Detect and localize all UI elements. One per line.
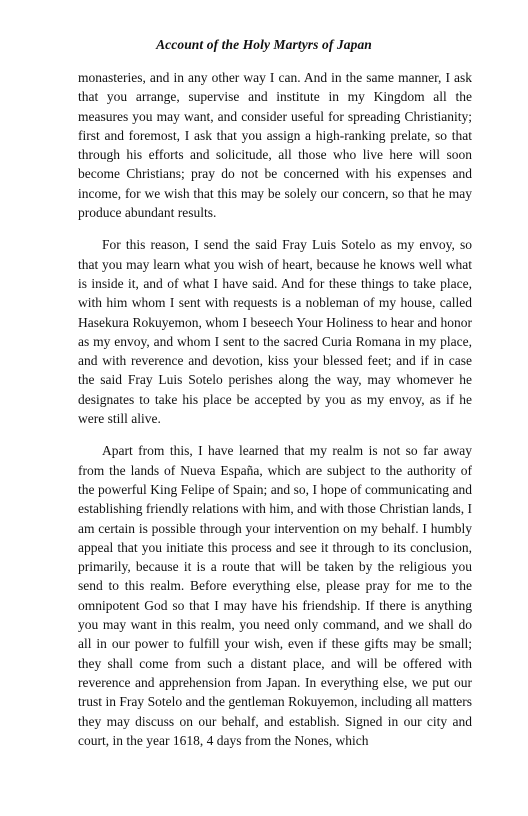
paragraph-envoy: For this reason, I send the said Fray Luis Sotelo as my envoy, so that you may learn what you wish of heart, because he knows well what is inside it, and of what I have said. And for these things to take place, with him whom I sent with requests is a nobleman of my house, called Hasekura Rokuyemon, whom I beseech Your Holiness to hear and honor as my envoy, and whom I sent to the sacred Curia Romana in my place, and with reverence and devotion, kiss your blessed feet; and if in case the said Fray Luis Sotelo perishes along the way, may whomever he designates to take his place be accepted by you as my envoy, as if he were still alive.: [78, 237, 472, 427]
running-head-title: Account of the Holy Martyrs of Japan: [156, 37, 372, 52]
body-text: [78, 68, 472, 750]
paragraph-nueva-espana: Apart from this, I have learned that my realm is not so far away from the lands of Nueva España, which are subject to the authority of the powerful King Felipe of Spain; and so, I hope of communicating and establishing friendly relations with him, and with those Christian lands, I am certain is possible through your intervention on my behalf. I humbly appeal that you initiate this process and see it through to its conclusion, primarily, because it is a route that will be taken by the religious you send to this realm. Before everything else, please pray for me to the omnipotent God so that I may have his friendship. If there is anything you may want in this realm, you need only command, and we shall do all in our power to fulfill your wish, even if these gifts may be small; they shall come from such a distant place, and will be offered with reverence and apprehension from Japan. In everything else, we put our trust in Fray Sotelo and the gentleman Rokuyemon, including all matters they may discuss on our behalf, and establish. Signed in our city and court, in the year 1618, 4 days from the Nones, which: [78, 443, 472, 748]
paragraph-continued: monasteries, and in any other way I can. And in the same manner, I ask that you arrange, supervise and institute in my Kingdom all the measures you may want, and consider useful for spreading Christianity; first and foremost, I ask that you assign a high-ranking prelate, so that through his efforts and solicitude, all those who live here will soon become Christians; pray do not be concerned with his expenses and income, for we wish that this may be solely our concern, so that he may produce abundant results.: [78, 70, 472, 221]
